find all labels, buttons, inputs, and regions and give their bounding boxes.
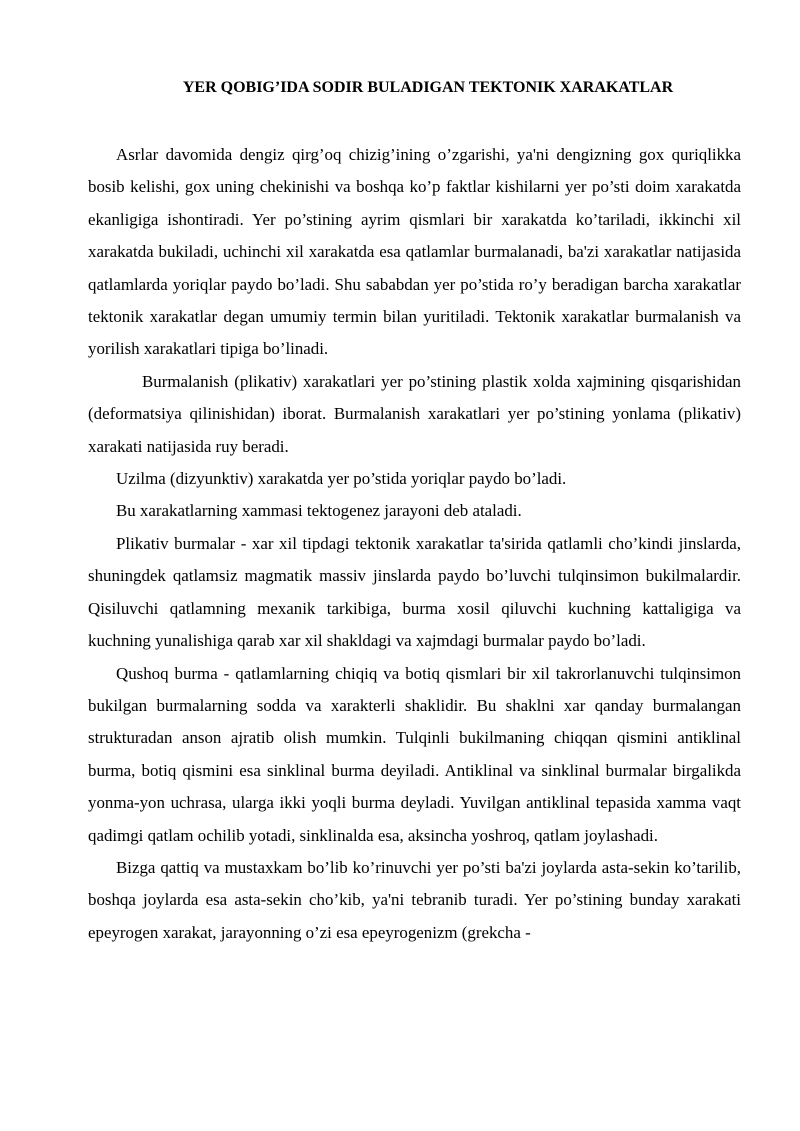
paragraph-intro: Asrlar davomida dengiz qirg’oq chizig’ining o’zgarishi, ya'ni dengizning gox quriqlikka bosib kelishi, gox uning chekinishi va boshqa ko’p faktlar kishilarni yer po’sti doim xarakatda ekanligiga ishontiradi. Yer po’stining ayrim qismlari bir xarakatda ko’tariladi, ikkinchi xil xarakatda bukiladi, uchinchi xil xarakatda esa qatlamlar burmalanadi, ba'zi xarakatlar natijasida qatlamlarda yoriqlar paydo bo’ladi. Shu sababdan yer po’stida ro’y beradigan barcha xarakatlar tektonik xarakatlar degan umumiy termin bilan yuritiladi. Tektonik xarakatlar burmalanish va yorilish xarakatlari tipiga bo’linadi.	[88, 145, 741, 359]
paragraph-plikativ-burmalar: Plikativ burmalar - xar xil tipdagi tektonik xarakatlar ta'sirida qatlamli cho’kindi jinslarda, shuningdek qatlamsiz magmatik massiv jinslarda paydo bo’luvchi tulqinsimon bukilmalardir. Qisiluvchi qatlamning mexanik tarkibiga, burma xosil qiluvchi kuchning kattaligiga va kuchning yunalishiga qarab xar xil shakldagi va xajmdagi burmalar paydo bo’ladi.	[88, 533, 741, 651]
paragraph-qushoq-burma: Qushoq burma - qatlamlarning chiqiq va botiq qismlari bir xil takrorlanuvchi tulqinsimon bukilgan burmalarning sodda va xarakterli shaklidir. Bu shaklni xar qanday burmalangan strukturadan anson ajratib olish mumkin. Tulqinli bukilmaning chiqqan qismini antiklinal burma, botiq qismini esa sinklinal burma deyiladi. Antiklinal va sinklinal burmalar birgalikda yonma-yon uchrasa, ularga ikki yoqli burma deyladi. Yuvilgan antiklinal tepasida xamma vaqt qadimgi qatlam ochilib yotadi, sinklinalda esa, aksincha yoshroq, qatlam joylashadi.	[88, 663, 741, 845]
paragraph-epeyrogen: Bizga qattiq va mustaxkam bo’lib ko’rinuvchi yer po’sti ba'zi joylarda asta-sekin ko’tarilib, boshqa joylarda esa asta-sekin cho’kib, ya'ni tebranib turadi. Yer po’stining bunday xarakati epeyrogen xarakat, jarayonning o’zi esa epeyrogenizm (grekcha -	[88, 857, 741, 942]
document-title: YER QOBIG’IDA SODIR BULADIGAN TEKTONIK XARAKATLAR	[182, 79, 674, 96]
paragraph-plikativ: Burmalanish (plikativ) xarakatlari yer po’stining plastik xolda xajmining qisqarishidan (deformatsiya qilinishidan) iborat. Burmalanish xarakatlari yer po’stining yonlama (plikativ) xarakati natijasida ruy beradi.	[88, 371, 741, 456]
paragraph-uzilma: Uzilma (dizyunktiv) xarakatda yer po’stida yoriqlar paydo bo’ladi.	[116, 469, 567, 489]
document-body	[88, 139, 741, 949]
paragraph-tektogenez: Bu xarakatlarning xammasi tektogenez jarayoni deb ataladi.	[116, 501, 522, 521]
